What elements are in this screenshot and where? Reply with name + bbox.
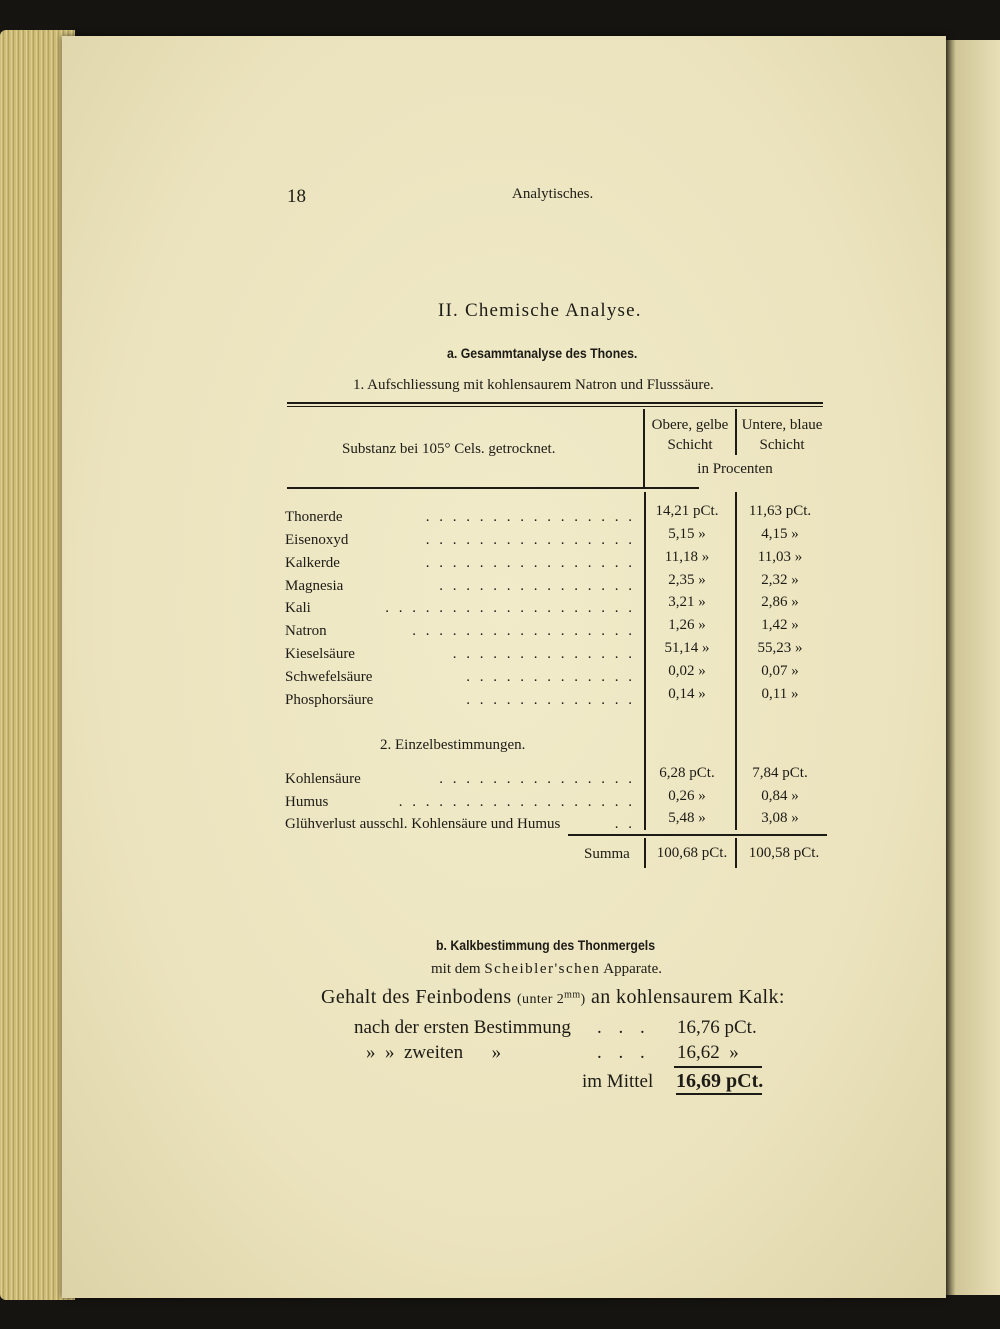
row-value-upper: 0,14 »: [668, 686, 706, 702]
row-value-lower: 0,84 »: [761, 788, 799, 804]
subtitle-b-name: Scheibler'schen: [484, 961, 601, 977]
row-value-lower: 3,08 »: [761, 810, 799, 826]
table-row: [285, 686, 830, 714]
row-leader: . . . . . . . . . . . . . . . .: [425, 509, 635, 525]
table-head-substance: Substanz bei 105° Cels. getrocknet.: [342, 441, 556, 457]
row-value-lower: 11,63 pCt.: [748, 503, 812, 519]
gehalt-paren-end: ): [580, 992, 586, 1007]
subsection-b-subtitle: [431, 961, 662, 978]
row-leader: . . . . . . . . . . . . .: [466, 692, 635, 708]
row-value-upper: 6,28 pCt.: [659, 765, 715, 781]
gehalt-text-end: an kohlensaurem Kalk:: [590, 986, 785, 1008]
row-label: Magnesia: [285, 578, 344, 594]
calc-first-value: 16,76 pCt.: [677, 1017, 757, 1038]
row-leader: . . . . . . . . . . . . . .: [452, 646, 635, 662]
calc-first-label: nach der ersten Bestimmung: [354, 1017, 571, 1038]
row-label: Kohlensäure: [285, 771, 361, 787]
gehalt-line: [321, 986, 785, 1009]
summa-value-upper: 100,68 pCt.: [656, 845, 728, 861]
page-number: 18: [287, 186, 306, 207]
row-value-lower: 7,84 pCt.: [752, 765, 808, 781]
gehalt-text-start: Gehalt des Feinbodens: [321, 986, 512, 1008]
row-value-lower: 0,07 »: [761, 663, 799, 679]
row-label: Schwefelsäure: [285, 669, 373, 685]
table-top-rule: [287, 402, 823, 404]
calc-second-label: » » zweiten »: [366, 1042, 502, 1063]
table-top-rule-thin: [287, 406, 823, 407]
row-leader: . . . . . . . . . . . . . . . . .: [412, 623, 635, 639]
row-value-upper: 14,21 pCt.: [655, 503, 719, 519]
row-label: Natron: [285, 623, 327, 639]
gehalt-paren-sup: mm: [564, 989, 581, 1001]
table-head-rule: [287, 487, 699, 489]
row-leader: . . . . . . . . . . . . .: [466, 669, 635, 685]
row-label: Eisenoxyd: [285, 532, 349, 548]
row-leader: . . . . . . . . . . . . . . .: [439, 578, 635, 594]
mittel-value: 16,69 pCt.: [676, 1070, 764, 1092]
table-subtitle-1: 1. Aufschliessung mit kohlensaurem Natron und Flusssäure.: [353, 377, 714, 393]
row-value-upper: 3,21 »: [668, 594, 706, 610]
table-row: [285, 810, 830, 838]
row-leader: . .: [614, 816, 635, 832]
row-leader: . . . . . . . . . . . . . . .: [439, 771, 635, 787]
gehalt-paren: [517, 989, 586, 1007]
mittel-label: im Mittel: [582, 1071, 654, 1092]
row-label: Kalkerde: [285, 555, 340, 571]
row-value-lower: 1,42 »: [761, 617, 799, 633]
facing-page-edge: [946, 40, 1000, 1295]
row-leader: . . . . . . . . . . . . . . . . . . .: [385, 600, 635, 616]
mittel-underline: [676, 1093, 762, 1095]
table-head-lower-layer: Untere, blaue Schicht: [741, 417, 823, 453]
row-value-upper: 0,02 »: [668, 663, 706, 679]
calc-first-dots: . . .: [597, 1017, 651, 1038]
calc-second-dots: . . .: [597, 1042, 651, 1063]
row-label: Kieselsäure: [285, 646, 355, 662]
subsection-a-heading: a. Gesammtanalyse des Thones.: [447, 345, 638, 361]
row-value-upper: 1,26 »: [668, 617, 706, 633]
row-label: Humus: [285, 794, 329, 810]
row-label: Kali: [285, 600, 311, 616]
table-head-unit: in Procenten: [697, 461, 773, 477]
calc-second-value: 16,62 »: [677, 1042, 739, 1063]
row-value-upper: 5,48 »: [668, 810, 706, 826]
row-value-lower: 55,23 »: [757, 640, 803, 656]
subtitle-b-suffix: Apparate.: [603, 961, 662, 977]
row-value-lower: 11,03 »: [757, 549, 803, 565]
row-value-upper: 0,26 »: [668, 788, 706, 804]
summa-value-lower: 100,58 pCt.: [748, 845, 820, 861]
summa-label: Summa: [584, 846, 630, 862]
row-value-upper: 51,14 »: [664, 640, 710, 656]
row-label: Phosphorsäure: [285, 692, 374, 708]
row-value-upper: 5,15 »: [668, 526, 706, 542]
row-leader: . . . . . . . . . . . . . . . . . .: [398, 794, 635, 810]
row-label: Thonerde: [285, 509, 343, 525]
table-subtitle-2: 2. Einzelbestimmungen.: [380, 737, 526, 753]
section-title: II. Chemische Analyse.: [438, 300, 642, 321]
row-leader: . . . . . . . . . . . . . . . .: [425, 555, 635, 571]
row-value-upper: 2,35 »: [668, 572, 706, 588]
gehalt-paren-start: (unter 2: [517, 992, 565, 1007]
subtitle-b-prefix: mit dem: [431, 961, 481, 977]
running-head: Analytisches.: [512, 186, 594, 202]
table-head-upper-layer: Obere, gelbe Schicht: [651, 417, 729, 453]
mittel-rule: [674, 1066, 762, 1068]
row-value-lower: 2,32 »: [761, 572, 799, 588]
subsection-b-heading: b. Kalkbestimmung des Thonmergels: [436, 937, 656, 953]
row-value-lower: 0,11 »: [761, 686, 799, 702]
row-leader: . . . . . . . . . . . . . . . .: [425, 532, 635, 548]
row-value-lower: 2,86 »: [761, 594, 799, 610]
row-value-upper: 11,18 »: [664, 549, 710, 565]
row-value-lower: 4,15 »: [761, 526, 799, 542]
row-label: Glühverlust ausschl. Kohlensäure und Humus: [285, 816, 561, 832]
